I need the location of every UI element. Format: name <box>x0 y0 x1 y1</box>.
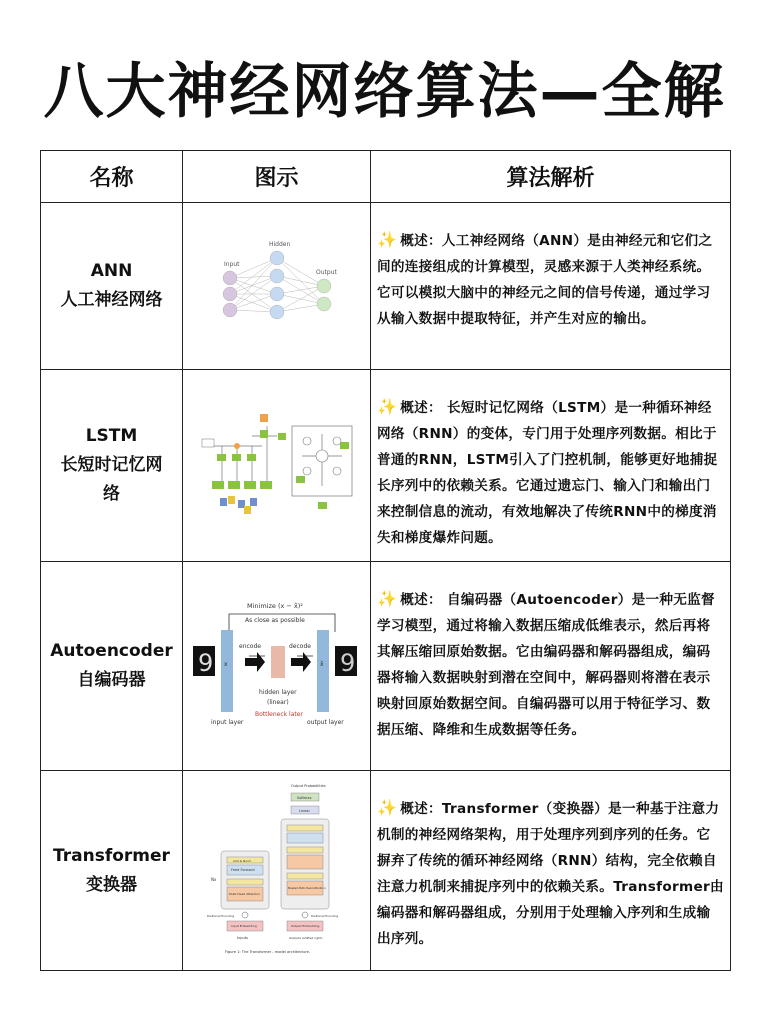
transformer-diagram <box>207 781 347 961</box>
tf-pos-right: Positional Encoding <box>310 913 338 918</box>
row-description <box>371 771 731 971</box>
table-row <box>41 771 731 971</box>
tf-out-probs: Output Probabilities <box>290 783 326 788</box>
ae-hidden-layer: hidden layer <box>258 689 297 696</box>
ann-output-label: Output <box>315 269 337 276</box>
table-row <box>41 562 731 771</box>
row-name <box>41 203 183 370</box>
ae-input-digit: 9 <box>197 649 213 677</box>
desc-text: 概述： 自编码器（Autoencoder）是一种无监督学习模型，通过将输入数据压缩成低维表示，然后再将其解压缩回原始数据。它由编码器和解码器组成，编码器将输入数据映射到潜在空间中，解码器则将潜在表示映射回原始数据空间。自编码器可以用于特征学习、数据压缩、降维和生成数据等任务。 <box>377 592 715 738</box>
page-title: 八大神经网络算法—全解 <box>43 57 726 127</box>
name-cn: 人工神经网络 <box>60 290 163 310</box>
name-cn: 自编码器 <box>77 670 146 690</box>
row-description <box>371 370 731 562</box>
row-figure <box>183 771 371 971</box>
tf-add-norm: Add & Norm <box>232 858 251 863</box>
name-en: Transformer <box>53 845 170 866</box>
tf-nx: Nx <box>210 876 216 882</box>
table-row <box>41 370 731 562</box>
ae-linear: (linear) <box>266 699 289 706</box>
tf-output-emb: Output Embedding <box>290 923 319 928</box>
header-figure: 图示 <box>183 151 371 203</box>
row-figure <box>183 562 371 771</box>
desc-text: 概述：Transformer（变换器）是一种基于注意力机制的神经网络架构，用于处理序列到序列的任务。它摒弃了传统的循环神经网络（RNN）结构，完全依赖自注意力机制来捕捉序列中的依赖关系。Transformer由编码器和解码器组成，分别用于处理输入序列和生成输出序列。 <box>377 801 724 947</box>
tf-softmax: Softmax <box>296 795 312 800</box>
table-header-row <box>41 151 731 203</box>
row-name <box>41 370 183 562</box>
ae-xhat-label: x̂ <box>319 661 324 668</box>
desc-text: 概述： 长短时记忆网络（LSTM）是一种循环神经网络（RNN）的变体，专门用于处理序列数据。相比于普通的RNN，LSTM引入了门控机制，能够更好地捕捉长序列中的依赖关系。它通过遗忘门、输入门和输出门来控制信息的流动，有效地解决了传统RNN中的梯度消失和梯度爆炸问题。 <box>377 400 718 546</box>
tf-mha: Multi-Head Attention <box>228 891 260 896</box>
name-cn: 变换器 <box>86 874 137 895</box>
ae-encode-label: encode <box>238 643 261 650</box>
ae-x-label: x <box>223 661 228 668</box>
ann-hidden-label: Hidden <box>268 241 290 248</box>
ae-close: As close as possible <box>244 617 305 624</box>
name-en: Autoencoder <box>50 641 173 661</box>
row-description <box>371 562 731 771</box>
lstm-diagram <box>192 406 362 526</box>
tf-pos-left: Positional Encoding <box>206 913 234 918</box>
ann-input-label: Input <box>223 261 240 268</box>
row-figure <box>183 203 371 370</box>
header-analysis: 算法解析 <box>371 151 731 203</box>
row-name <box>41 771 183 971</box>
row-name <box>41 562 183 771</box>
name-en: ANN <box>90 261 133 281</box>
sparkle-icon: ✨ <box>377 589 398 608</box>
name-cn: 长短时记忆网络 <box>60 455 163 504</box>
sparkle-icon: ✨ <box>377 397 398 416</box>
desc-text: 概述：人工神经网络（ANN）是由神经元和它们之间的连接组成的计算模型，灵感来源于人类神经系统。它可以模拟大脑中的神经元之间的信号传递，通过学习从输入数据中提取特征，并产生对应的输出。 <box>377 233 713 327</box>
ae-bottleneck: Bottleneck later <box>254 711 303 718</box>
tf-inputs: Inputs <box>236 935 248 940</box>
tf-outputs: Outputs (shifted right) <box>288 935 323 940</box>
name-en: LSTM <box>85 426 138 446</box>
row-description <box>371 203 731 370</box>
header-name: 名称 <box>41 151 183 203</box>
autoencoder-diagram <box>189 596 365 736</box>
ae-input-layer: input layer <box>210 719 243 726</box>
sparkle-icon: ✨ <box>377 230 398 249</box>
algorithm-table <box>40 150 731 971</box>
tf-linear: Linear <box>298 808 310 813</box>
ann-diagram <box>202 236 352 336</box>
ae-minimize: Minimize (x − x̂)² <box>246 602 303 610</box>
ae-output-digit: 9 <box>339 649 355 677</box>
ae-decode-label: decode <box>288 643 311 650</box>
ae-output-layer: output layer <box>306 719 344 726</box>
row-figure <box>183 370 371 562</box>
tf-feed-forward: Feed Forward <box>230 867 255 872</box>
sparkle-icon: ✨ <box>377 798 398 817</box>
table-row <box>41 203 731 370</box>
tf-input-emb: Input Embedding <box>230 923 257 928</box>
tf-caption: Figure 1: The Transformer - model architecture. <box>224 949 310 954</box>
tf-masked: Masked Multi-Head Attention <box>287 886 326 890</box>
